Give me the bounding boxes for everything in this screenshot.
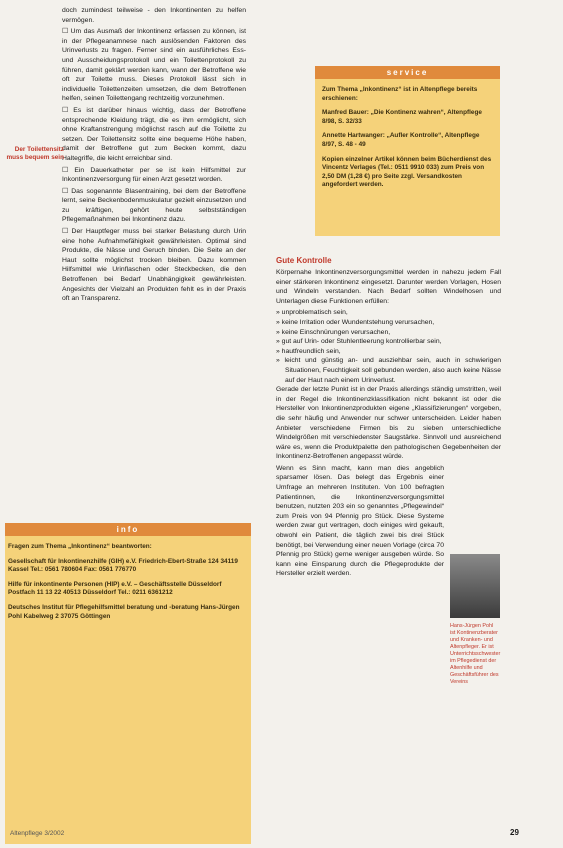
paragraph: doch zumindest teilweise - den Inkontinenten zu helfen vermögen. <box>62 7 246 24</box>
info-entry: Gesellschaft für Inkontinenzhilfe (GIH) e.V. Friedrich-Ebert-Straße 124 34119 Kassel Tel.: 0561 780604 Fax: 0561 776770 <box>8 557 238 574</box>
paragraph: ☐ Das sogenannte Blasentraining, bei dem der Betroffene lernt, seine Beckenbodenmuskulatur gezielt einzusetzen und zu kräftigen, gehört heute selbstständigen Pflegemaßnahmen bei Inkontinenz dazu. <box>62 187 246 224</box>
page-number: 29 <box>510 828 519 837</box>
service-box-title: service <box>315 66 500 79</box>
info-entry: Fragen zum Thema „Inkontinenz“ beantworten: <box>8 543 152 550</box>
author-photo <box>450 554 500 618</box>
photo-caption: Hans-Jürgen Pohl ist Kontinenzberater und Kranken- und Altenpfleger. Er ist Unterrichtsschwester im Pflegedienst der Altenhilfe und Geschäftsführer des Vereins <box>450 623 501 685</box>
intro-paragraph: Körpernahe Inkontinenzversorgungsmittel werden in nahezu jedem Fall einer stärkeren Inkontinenz eingesetzt. Darunter werden Vorlagen, Hosen und Windeln verstanden. Nach Bedarf sollten Windelhosen und Unterlagen diese Funktionen erfüllen: <box>276 269 501 305</box>
service-box-content <box>322 86 494 196</box>
footer-publication: Altenpflege 3/2002 <box>10 830 65 837</box>
paragraph: ☐ Es ist darüber hinaus wichtig, dass der Betroffene entsprechende Kleidung trägt, die es ihm ermöglicht, sich ohne Kraftanstrengung möglichst rasch auf die Toilette zu setzen. Der Toilettensitz sollte eine bequeme Höhe haben, damit der Betroffene gut zum Becken kommt, dazu Haltegriffe, die leicht erreichbar sind. <box>62 106 246 162</box>
pull-quote: Der Toilettensitz muss bequem sein <box>6 146 64 162</box>
service-item: Kopien einzelner Artikel können beim Bücherdienst des Vincentz Verlages (Tel.: 0511 9910 033) zum Preis von 2,50 DM (1,28 €) pro Seite zzgl. Versandkosten angefordert werden. <box>322 155 492 189</box>
info-entry: Hilfe für inkontinente Personen (HIP) e.V. – Geschäftsstelle Düsseldorf Postfach 11 13 22 40513 Düsseldorf Tel.: 0211 6361212 <box>8 580 222 597</box>
list-item: » unproblematisch sein, <box>276 309 348 317</box>
service-item: Annette Hartwanger: „Aufler Kontrolle“, Altenpflege 8/97, S. 48 - 49 <box>322 132 480 148</box>
paragraph: Gerade der letzte Punkt ist in der Praxis allerdings ständig umstritten, weil in der Regel die Inkontinenzklassifikation nicht bekannt ist oder die Hersteller von Inkontinenzprodukten eigene „Klassifizierungen“ vorgeben, die sehr häufig und Anwender nur schwer unterscheiden. Leider haben Anbieter verschiedene Firmen bis zu sieben unterschiedliche Windelgrößen mit verschiedenster Saugstärke. Sinnvoll und ausreichend wäre es, wenn die Produktpalette den pathologischen Gegebenheiten der Inkontinenz-Betroffenen angepasst würde. <box>276 386 501 461</box>
list-item: » gut auf Urin- oder Stuhlentleerung kontrollierbar sein, <box>276 338 442 346</box>
section-heading: Gute Kontrolle <box>276 256 332 265</box>
requirement-list <box>276 308 501 385</box>
info-box-content <box>8 543 246 627</box>
info-box-title: info <box>5 523 251 536</box>
list-item: » keine Irritation oder Wundentstehung verursachen, <box>276 318 435 326</box>
list-item: » hautfreundlich sein, <box>276 347 341 355</box>
list-item: » leicht und günstig an- und ausziehbar sein, auch in schwierigen Situationen, Feuchtigkeit soll gebunden werden, also auch keine Nässe auf der Haut nach einem Urinverlust. <box>276 357 502 384</box>
left-column <box>62 6 246 306</box>
list-item: » keine Einschnürungen verursachen, <box>276 328 391 336</box>
paragraph: ☐ Um das Ausmaß der Inkontinenz erfassen zu können, ist in der Pflegeanamnese nach auslösenden Faktoren des Urinverlusts zu fragen. Ferner sind ein ausführliches Ess- und Ausscheidungsprotokoll und ein Toilettenprotokoll zu führen, damit geklärt werden kann, wann der Betroffene wie oft zur Toilette muss. Dieses Protokoll lässt sich in individuelle Toilettenzeiten umsetzen, die dem Betroffenen helfen, seinen Toilettengang rechtzeitig vorzunehmen. <box>62 28 246 103</box>
paragraph: Wenn es Sinn macht, kann man dies angeblich sparsamer lösen. Das belegt das Ergebnis einer Umfrage an mehreren Instituten. Von 100 befragten Patientinnen, die Inkontinenzversorgungsmittel benutzen, nutzten 203 ein so genanntes „Pflegewindel“ zum Preis von 94 Pfennig pro Stück. Diese Systeme werden zwar gut vertragen, doch einiges wird gekauft, obwohl ein Patient, die täglich zwei bis drei Stück benötigt, bei Verwendung einer neuen Vorlage (circa 70 Pfennig pro Stück) gerne weniger ausgeben würde. So kann eine Einsparung durch die Pflegeprodukte der Hersteller erzielt werden. <box>276 464 444 578</box>
right-column <box>276 268 501 581</box>
paragraph: ☐ Der Hauptfeger muss bei starker Belastung durch Urin eine hohe Aufnahmefähigkeit gewährleisten. Optimal sind Produkte, die Nässe und Geruch binden. Die Seite an der Haut sollte möglichst trocken bleiben. Dazu kommen Hilfsmittel wie Urinflaschen oder Steckbecken, die den Betroffenen bei Bedarf Unabhängigkeit gewährleisten. Angesichts der Vielzahl an Produkten fehlt es in der Praxis oft an Transparenz. <box>62 228 246 303</box>
service-item: Zum Thema „Inkontinenz“ ist in Altenpflege bereits erschienen: <box>322 86 478 102</box>
paragraph: ☐ Ein Dauerkatheter per se ist kein Hilfsmittel zur Inkontinenzversorgung für einen Arzt gesetzt worden. <box>62 166 246 184</box>
info-entry: Deutsches Institut für Pflegehilfsmittel beratung und -beratung Hans-Jürgen Pohl Kabelweg 2 37075 Göttingen <box>8 603 240 620</box>
service-item: Manfred Bauer: „Die Kontinenz wahren“, Altenpflege 8/98, S. 32/33 <box>322 109 482 125</box>
